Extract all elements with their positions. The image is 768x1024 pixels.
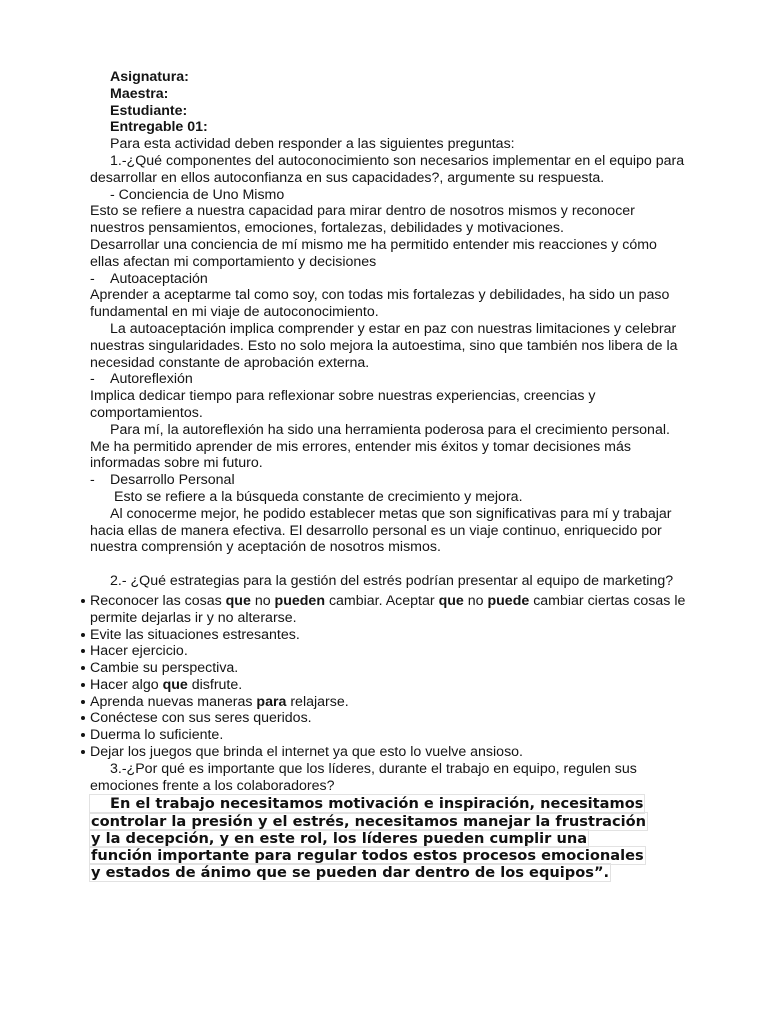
estudiante-label: Estudiante: [110,102,188,119]
list-item: Hacer algo que disfrute. [90,677,690,694]
list-item: Conéctese con sus seres queridos. [90,710,690,727]
bullet-dot [81,733,85,737]
bullet-dot [81,750,85,754]
bullet-dot [81,666,85,670]
paragraph: Para mí, la autoreflexión ha sido una herramienta poderosa para el crecimiento personal. Me ha permitido aprender de mis errores, entender mis éxitos y tomar decisiones más informadas sobre mi futuro. [90,421,670,472]
question-1: 1.-¿Qué componentes del autoconocimiento son necesarios implementar en el equipo para desarrollar en ellos autoconfianza en sus capacidades?, argumente su respuesta. [90,152,685,186]
dash-marker: - [90,270,95,287]
answer-line: y estados de ánimo que se pueden dar dentro de los equipos”. [91,864,610,882]
answer-line: y la decepción, y en este rol, los líderes pueden cumplir una [91,829,588,847]
section-title-text: Autoaceptación [110,270,208,287]
intro-text: Para esta actividad deben responder a las siguientes preguntas: [110,136,515,153]
bullet-dot [81,649,85,653]
paragraph: Aprender a aceptarme tal como soy, con todas mis fortalezas y debilidades, ha sido un paso fundamental en mi viaje de autoconocimiento. [90,287,670,321]
highlighted-answer [90,795,690,881]
list-item: Aprenda nuevas maneras para relajarse. [90,694,690,711]
section-title-text: Autoreflexión [110,371,193,388]
maestra-label: Maestra: [110,85,169,102]
list-item: Evite las situaciones estresantes. [90,627,690,644]
bullet-dot [81,683,85,687]
dash-marker: - [90,371,95,388]
paragraph: Desarrollar una conciencia de mí mismo me ha permitido entender mis reacciones y cómo ellas afectan mi comportamiento y decisiones [90,236,657,270]
list-item: Reconocer las cosas que no pueden cambiar. Aceptar que no puede cambiar ciertas cosas le permite dejarlas ir y no alterarse. [90,593,690,627]
bullet-dot [81,633,85,637]
paragraph: Al conocerme mejor, he podido establecer metas que son significativas para mí y trabajar hacia ellas de manera efectiva. El desarrollo personal es un viaje continuo, enriquecido por nuestra comprensión y aceptación de nosotros mismos. [90,505,672,556]
paragraph: Esto se refiere a nuestra capacidad para mirar dentro de nosotros mismos y reconocer nuestros pensamientos, emociones, fortalezas, debilidades y motivaciones. [90,203,635,237]
question-3: 3.-¿Por qué es importante que los líderes, durante el trabajo en equipo, regulen sus emociones frente a los colaboradores? [90,760,637,794]
asignatura-label: Asignatura: [110,69,189,85]
paragraph: Esto se refiere a la búsqueda constante de crecimiento y mejora. [114,488,523,505]
bullet-dot [81,700,85,704]
blank-line [90,556,690,573]
section-title-autoreflexion [90,371,690,388]
dash-marker: - [90,472,95,489]
section-title-desarrollo [90,472,690,489]
bullet-dot [81,599,85,603]
question-2: 2.- ¿Qué estrategias para la gestión del estrés podrían presentar al equipo de marketing? [110,573,674,590]
list-item: Duerma lo suficiente. [90,727,690,744]
section-title-conciencia: - Conciencia de Uno Mismo [110,186,285,203]
document-body [90,69,690,881]
strategy-list [90,593,690,761]
answer-line: función importante para regular todos estos procesos emocionales [91,847,644,865]
answer-line: En el trabajo necesitamos motivación e inspiración, necesitamos [90,795,644,812]
answer-line: controlar la presión y el estrés, necesitamos manejar la frustración [91,812,647,830]
paragraph: Implica dedicar tiempo para reflexionar sobre nuestras experiencias, creencias y comportamientos. [90,388,596,421]
list-item: Cambie su perspectiva. [90,660,690,677]
bullet-dot [81,716,85,720]
section-title-autoaceptacion [90,271,690,288]
entregable-label: Entregable 01: [110,119,208,136]
paragraph: La autoaceptación implica comprender y estar en paz con nuestras limitaciones y celebrar nuestras singularidades. Esto no solo mejora la autoestima, sino que también nos libera de la necesidad constante de aprobación externa. [90,320,678,371]
list-item: Hacer ejercicio. [90,643,690,660]
section-title-text: Desarrollo Personal [110,472,235,489]
list-item: Dejar los juegos que brinda el internet ya que esto lo vuelve ansioso. [90,744,690,761]
